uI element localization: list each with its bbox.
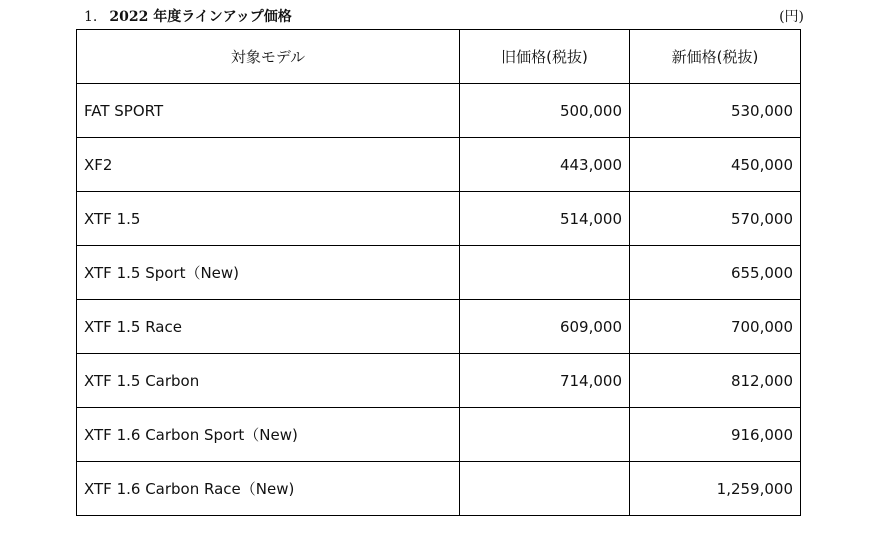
- table-row: [77, 192, 801, 246]
- old-price-cell: [460, 246, 630, 300]
- table-header-row: [77, 30, 801, 84]
- model-cell: FAT SPORT: [77, 84, 460, 138]
- table-row: [77, 138, 801, 192]
- table-row: [77, 408, 801, 462]
- model-cell: XF2: [77, 138, 460, 192]
- old-price-cell: 514,000: [460, 192, 630, 246]
- header-model: 対象モデル: [77, 30, 460, 84]
- model-cell: XTF 1.5: [77, 192, 460, 246]
- new-price-cell: 1,259,000: [630, 462, 801, 516]
- new-price-cell: 812,000: [630, 354, 801, 408]
- new-price-cell: 450,000: [630, 138, 801, 192]
- table-row: [77, 354, 801, 408]
- section-title: 2022 年度ラインアップ価格: [109, 9, 292, 25]
- currency-unit: (円): [779, 9, 804, 25]
- old-price-cell: [460, 462, 630, 516]
- model-cell: XTF 1.5 Carbon: [77, 354, 460, 408]
- model-cell: XTF 1.6 Carbon Race（New): [77, 462, 460, 516]
- model-cell: XTF 1.5 Race: [77, 300, 460, 354]
- new-price-cell: 570,000: [630, 192, 801, 246]
- old-price-cell: [460, 408, 630, 462]
- old-price-cell: 714,000: [460, 354, 630, 408]
- new-price-cell: 916,000: [630, 408, 801, 462]
- new-price-cell: 700,000: [630, 300, 801, 354]
- table-row: [77, 300, 801, 354]
- model-cell: XTF 1.6 Carbon Sport（New): [77, 408, 460, 462]
- header-old-price: 旧価格(税抜): [460, 30, 630, 84]
- old-price-cell: 443,000: [460, 138, 630, 192]
- header-new-price: 新価格(税抜): [630, 30, 801, 84]
- new-price-cell: 530,000: [630, 84, 801, 138]
- section-heading: [84, 6, 292, 26]
- old-price-cell: 500,000: [460, 84, 630, 138]
- old-price-cell: 609,000: [460, 300, 630, 354]
- price-table: [76, 29, 801, 516]
- table-row: [77, 84, 801, 138]
- model-cell: XTF 1.5 Sport（New): [77, 246, 460, 300]
- section-number: 1.: [84, 9, 98, 25]
- table-row: [77, 246, 801, 300]
- table-row: [77, 462, 801, 516]
- new-price-cell: 655,000: [630, 246, 801, 300]
